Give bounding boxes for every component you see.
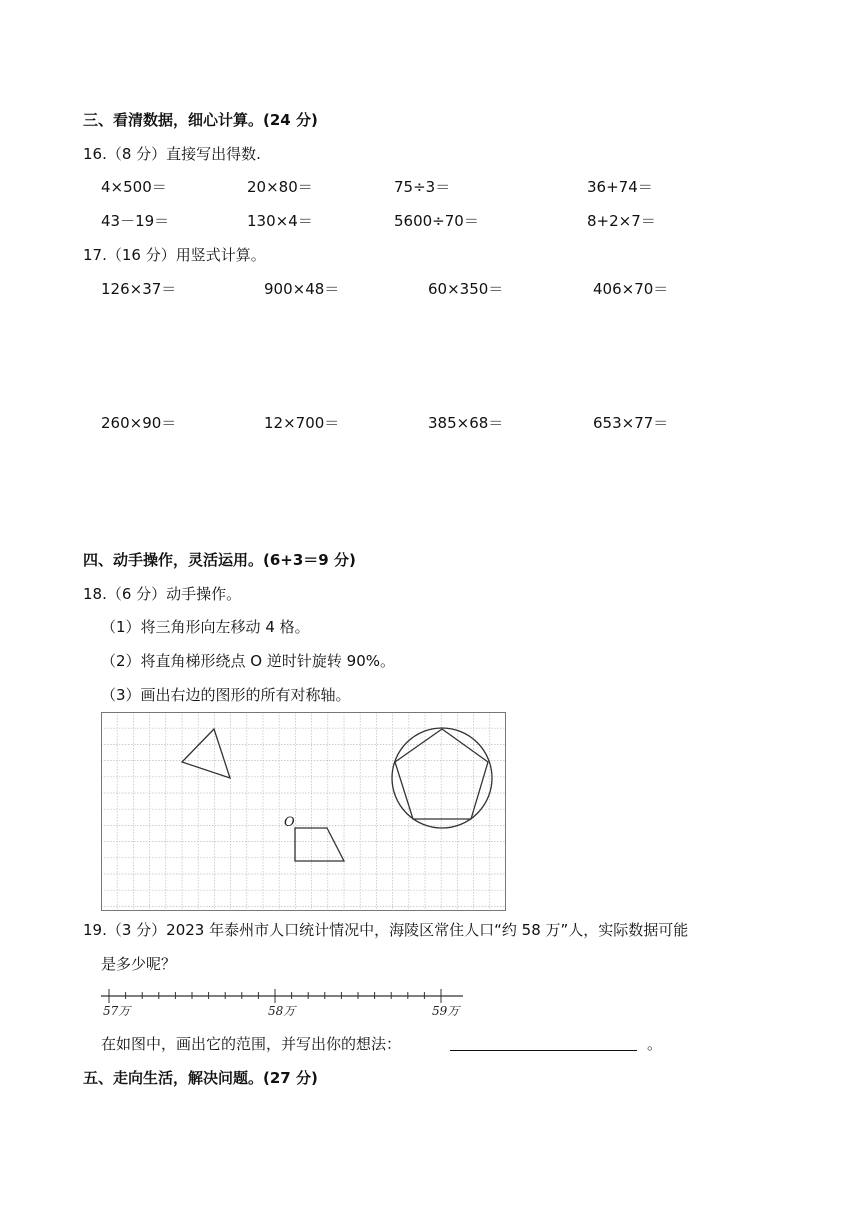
section-3-heading: 三、看清数据，细心计算。(24 分) — [83, 111, 318, 129]
q16-item: 130×4＝ — [247, 212, 313, 230]
q16-item: 8+2×7＝ — [587, 212, 656, 230]
number-line — [101, 986, 471, 1024]
q16-item: 75÷3＝ — [394, 178, 451, 196]
q17-item: 12×700＝ — [264, 414, 340, 432]
number-line-label: 58万 — [268, 1004, 296, 1018]
q19-instruction: 在如图中，画出它的范围，并写出你的想法： — [101, 1035, 402, 1053]
q16-title: 16.（8 分）直接写出得数. — [83, 145, 261, 163]
section-4-heading: 四、动手操作，灵活运用。(6+3＝9 分) — [83, 551, 356, 569]
q16-item: 4×500＝ — [101, 178, 167, 196]
q18-step: （1）将三角形向左移动 4 格。 — [101, 618, 310, 636]
q17-item: 60×350＝ — [428, 280, 504, 298]
q16-item: 43－19＝ — [101, 212, 170, 230]
q19-end-mark: 。 — [647, 1035, 663, 1053]
q17-item: 406×70＝ — [593, 280, 669, 298]
point-o-label: O — [284, 815, 295, 830]
q18-step: （3）画出右边的图形的所有对称轴。 — [101, 686, 351, 704]
q17-item: 260×90＝ — [101, 414, 177, 432]
q18-title: 18.（6 分）动手操作。 — [83, 585, 242, 603]
q17-title: 17.（16 分）用竖式计算。 — [83, 246, 266, 264]
number-line-label: 59万 — [432, 1004, 460, 1018]
triangle-shape — [182, 729, 230, 778]
q16-item: 20×80＝ — [247, 178, 313, 196]
q18-grid-figure — [101, 712, 507, 916]
section-5-heading: 五、走向生活，解决问题。(27 分) — [83, 1069, 318, 1087]
number-line-label: 57万 — [103, 1004, 131, 1018]
q17-item: 385×68＝ — [428, 414, 504, 432]
q17-item: 900×48＝ — [264, 280, 340, 298]
circle-shape — [392, 728, 492, 828]
q16-item: 36+74＝ — [587, 178, 653, 196]
q17-item: 126×37＝ — [101, 280, 177, 298]
answer-blank[interactable] — [450, 1050, 637, 1051]
q19-line-1: 19.（3 分）2023 年泰州市人口统计情况中，海陵区常住人口“约 58 万”人，实际数据可能 — [83, 921, 689, 939]
q19-line-2: 是多少呢？ — [101, 955, 177, 973]
q18-step: （2）将直角梯形绕点 O 逆时针旋转 90%。 — [101, 652, 395, 670]
q17-item: 653×77＝ — [593, 414, 669, 432]
q16-item: 5600÷70＝ — [394, 212, 479, 230]
trapezoid-shape — [295, 828, 344, 861]
